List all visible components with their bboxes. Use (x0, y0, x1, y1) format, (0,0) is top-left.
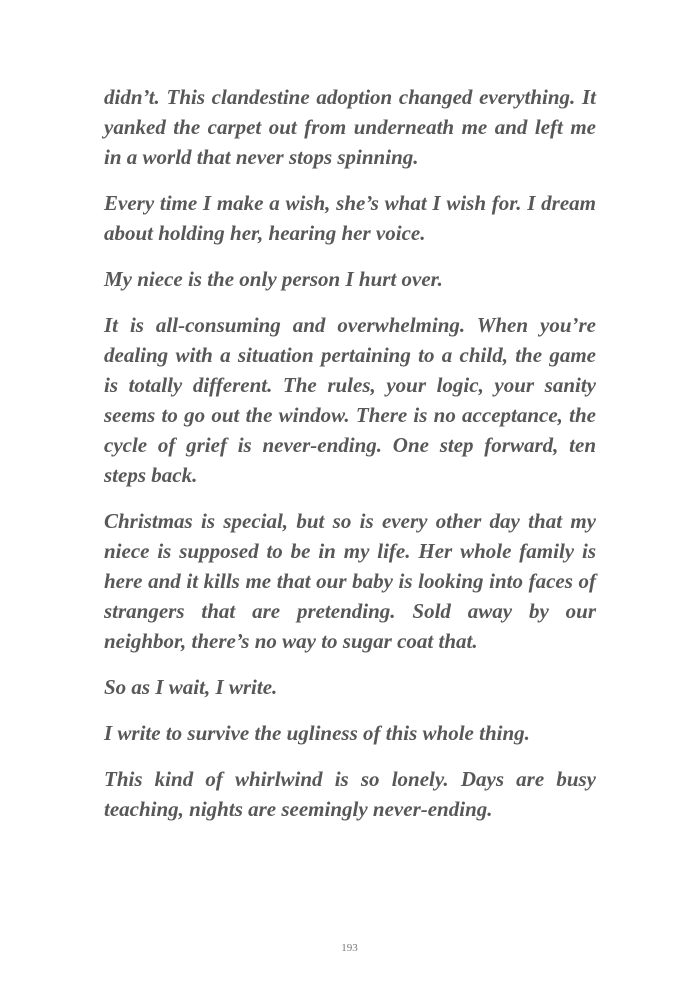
page-number: 193 (341, 942, 358, 954)
paragraph: So as I wait, I write. (104, 675, 278, 699)
paragraph: My niece is the only person I hurt over. (104, 267, 443, 291)
body-text (104, 82, 596, 840)
paragraph: Every time I make a wish, she’s what I wish for. I dream about holding her, hearing her voice. (104, 191, 596, 245)
paragraph: didn’t. This clandestine adoption changed everything. It yanked the carpet out from underneath me and left me in a world that never stops spinning. (104, 85, 596, 169)
paragraph: Christmas is special, but so is every other day that my niece is supposed to be in my life. Her whole family is here and it kills me that our baby is looking into faces of strangers that are pretending. Sold away by our neighbor, there’s no way to sugar coat that. (104, 509, 596, 653)
paragraph: This kind of whirlwind is so lonely. Days are busy teaching, nights are seemingly never-ending. (104, 767, 596, 821)
paragraph: I write to survive the ugliness of this whole thing. (104, 721, 530, 745)
paragraph: It is all-consuming and overwhelming. When you’re dealing with a situation pertaining to a child, the game is totally different. The rules, your logic, your sanity seems to go out the window. There is no acceptance, the cycle of grief is never-ending. One step forward, ten steps back. (104, 313, 596, 487)
